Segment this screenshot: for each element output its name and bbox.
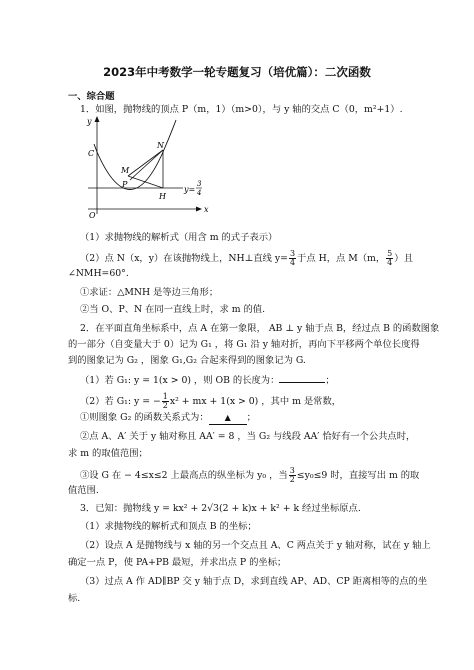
q2-part2-iii: ③设 G 在 − 4≤x≤2 上最高点的纵坐标为 y₀ ，当 $\frac{3}{2}$ ≤y₀≤9 时，直接写出 m 的取: [80, 466, 420, 484]
label-origin: O: [89, 211, 96, 220]
q3-part1: （1）求抛物线的解析式和顶点 B 的坐标；: [80, 521, 257, 532]
section-heading: 一、综合题: [68, 91, 115, 102]
segment-mh: [128, 176, 163, 188]
label-line-num: 3: [197, 180, 202, 188]
q2-line1: 2．在平面直角坐标系中，点 A 在第一象限， AB ⊥ y 轴于点 B，经过点 B 的函数图象: [80, 323, 440, 334]
q1-part2-angle: ∠NMH=60°.: [68, 268, 129, 279]
label-c: C: [88, 149, 95, 158]
label-line-prefix: y=: [184, 185, 196, 194]
q2-part1: （1）若 G₁: y = 1(x > 0) ，则 OB 的长度为： ；: [80, 375, 335, 386]
label-n: N: [157, 141, 164, 150]
q2-part2-ii: ②点 A、A′ 关于 y 轴对称且 AA′ = 8 ，当 G₂ 与线段 AA′ 恰好有一个公共点时，: [80, 431, 416, 442]
fraction-three-halves: $\frac{3}{2}$: [289, 466, 295, 484]
q1-part2: （2）点 N（x，y）在该抛物线上，NH⊥直线 y= $\frac{3}{4}$ 于点 H，点 M（m， $\frac{5}{4}$ ）且: [80, 249, 413, 267]
q3-part2-cont: 确定一点 P，使 PA+PB 最短，并求出点 P 的坐标；: [68, 557, 287, 568]
fraction-five-quarters: $\frac{5}{4}$: [387, 249, 393, 267]
label-y: y: [87, 117, 92, 126]
q3-part3: （3）过点 A 作 AD∥BP 交 y 轴于点 D，求到直线 AP、AD、CP 距离相等的点的坐: [80, 576, 428, 587]
q2-part2-iii-cont: 值范围.: [68, 485, 99, 496]
fraction-one-half: $\frac{1}{2}$: [162, 392, 168, 410]
answer-blank: [279, 373, 325, 383]
label-line-den: 4: [197, 189, 202, 197]
document-title: 2023年中考数学一轮专题复习（培优篇）：二次函数: [103, 65, 371, 79]
q2-part2: （2）若 G₁: y = − $\frac{1}{2}$ x² + mx + 1(x > 0) ，其中 m 是常数，: [80, 392, 342, 410]
q1-figure: [80, 114, 220, 224]
q1-part1: （1）求抛物线的解析式（用含 m 的式子表示）: [80, 232, 278, 243]
label-x: x: [204, 205, 209, 214]
parabola-left-tail: [94, 144, 97, 152]
label-p: P: [122, 180, 128, 189]
q2-line3: 到的图象记为 G₂ ，图象 G₁,G₂ 合起来得到的图象记为 G.: [68, 355, 306, 366]
fraction-three-quarters: $\frac{3}{4}$: [289, 249, 296, 267]
segment-pn: [130, 150, 163, 180]
label-h: H: [159, 192, 166, 201]
q1-stem: 1．如图，抛物线的顶点 P（m，1）（m>0），与 y 轴的交点 C（0，m²+1）.: [80, 104, 403, 115]
q3-part2: （2）设点 A 是抛物线与 x 轴的另一个交点且 A、C 两点关于 y 轴对称，试在 y 轴上: [80, 540, 431, 551]
x-axis-arrow: [196, 207, 202, 212]
y-axis-arrow: [95, 116, 100, 122]
q3-line1: 3．已知：抛物线 y = kx² + 2√3(2 + k)x + k² + k 经过坐标原点.: [80, 503, 361, 514]
answer-blank-triangle: ▲: [209, 412, 247, 425]
q2-line2: 的一部分（自变量大于 0）记为 G₁ ，将 G₁ 沿 y 轴对折，再向下平移两个单位长度得: [68, 339, 420, 350]
q1-part2-ii: ②当 O、P、N 在同一直线上时，求 m 的值.: [80, 304, 266, 315]
q1-part2-i: ①求证：△MNH 是等边三角形；: [80, 287, 219, 298]
q2-part2-i: ①则图象 G₂ 的函数关系式为： ▲ ；: [80, 412, 256, 423]
label-m: M: [121, 166, 130, 175]
q3-part3-cont: 标.: [68, 593, 81, 604]
q2-part2-ii-cont: 求 m 的取值范围；: [68, 448, 148, 459]
